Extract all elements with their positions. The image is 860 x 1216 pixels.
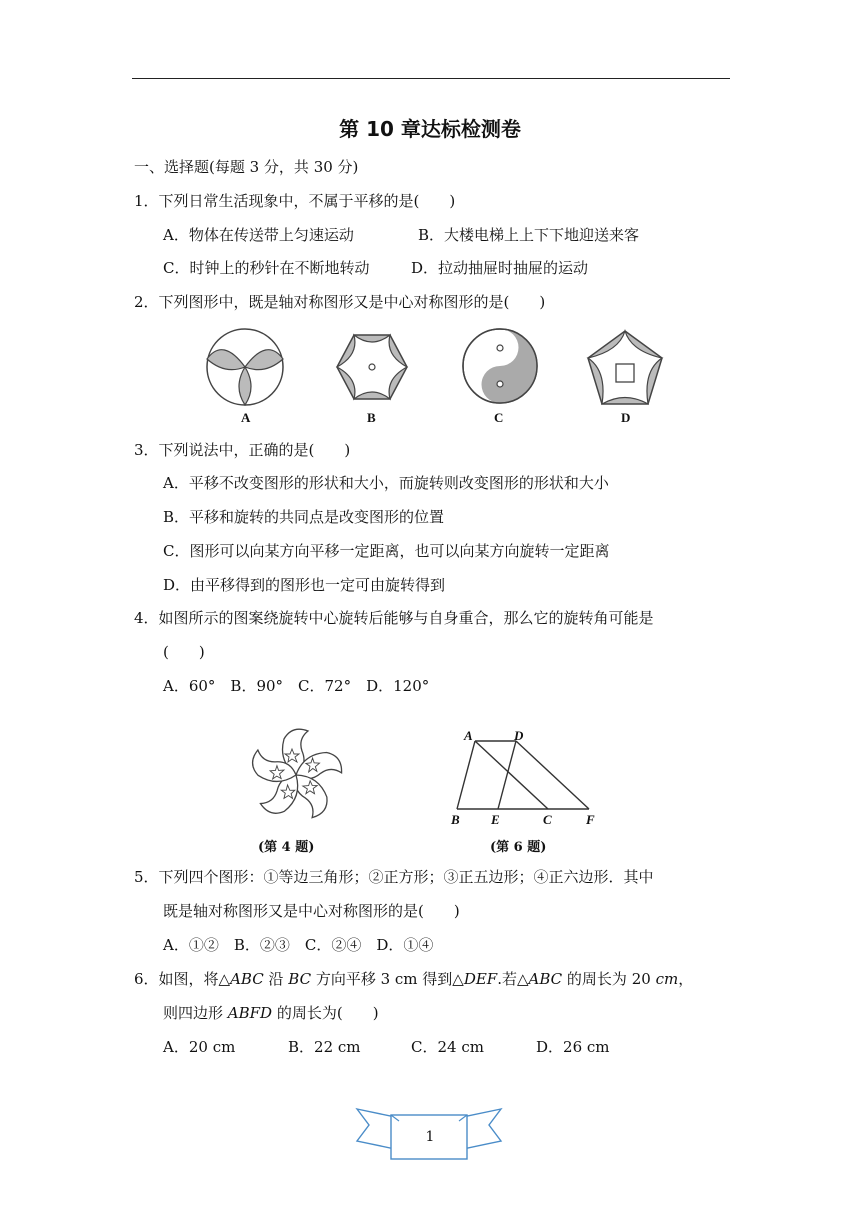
point-e-label: E: [491, 812, 500, 827]
page-number: 1: [425, 1129, 435, 1145]
q6-stem-line2: 则四边形 ABFD 的周长为( ): [163, 1004, 379, 1022]
q2-figure-b: [335, 333, 409, 401]
q6-option-c: C．24 cm: [411, 1038, 484, 1056]
q6-caption: (第 6 题): [490, 840, 547, 855]
header-rule: [132, 78, 730, 79]
q2-figure-a: [203, 325, 287, 409]
q6-option-b: B．22 cm: [288, 1038, 361, 1056]
q3-stem: 3．下列说法中，正确的是( ): [134, 441, 351, 459]
q3-option-a: A．平移不改变图形的形状和大小，而旋转则改变图形的形状和大小: [163, 474, 609, 492]
point-d-label: D: [514, 728, 524, 743]
q1-option-b: B．大楼电梯上上下下地迎送来客: [418, 226, 640, 244]
q3-option-c: C．图形可以向某方向平移一定距离，也可以向某方向旋转一定距离: [163, 542, 610, 560]
q1-option-d: D．拉动抽屉时抽屉的运动: [411, 259, 589, 277]
q4-caption: (第 4 题): [258, 840, 315, 855]
q5-stem: 5．下列四个图形：①等边三角形；②正方形；③正五边形；④正六边形．其中: [134, 868, 654, 886]
q6-figure: [446, 726, 606, 826]
point-a-label: A: [464, 728, 473, 743]
q1-stem: 1．下列日常生活现象中，不属于平移的是( ): [134, 192, 456, 210]
q6-stem: 6．如图，将△ABC 沿 BC 方向平移 3 cm 得到△DEF.若△ABC 的周长为 20 cm，: [134, 970, 694, 988]
point-c-label: C: [543, 812, 552, 827]
q4-stem-bracket: ( ): [163, 643, 205, 661]
q5-options: A．①② B．②③ C．②④ D．①④: [163, 936, 434, 954]
q2-figure-d: [585, 329, 665, 407]
q4-flower-figure: [242, 721, 350, 829]
q2-label-c: C: [494, 410, 504, 425]
point-f-label: F: [586, 812, 595, 827]
q1-option-c: C．时钟上的秒针在不断地转动: [163, 259, 370, 277]
q3-option-d: D．由平移得到的图形也一定可由旋转得到: [163, 576, 446, 594]
q2-label-b: B: [367, 410, 376, 425]
q2-stem: 2．下列图形中，既是轴对称图形又是中心对称图形的是( ): [134, 293, 546, 311]
page-title: 第 10 章达标检测卷: [339, 117, 521, 141]
q3-option-b: B．平移和旋转的共同点是改变图形的位置: [163, 508, 445, 526]
q5-stem-line2: 既是轴对称图形又是中心对称图形的是( ): [163, 902, 460, 920]
q2-label-d: D: [621, 410, 631, 425]
q6-option-d: D．26 cm: [536, 1038, 610, 1056]
q4-options: A．60° B．90° C．72° D．120°: [163, 677, 430, 695]
q1-option-a: A．物体在传送带上匀速运动: [163, 226, 354, 244]
q4-stem: 4．如图所示的图案绕旋转中心旋转后能够与自身重合，那么它的旋转角可能是: [134, 609, 654, 627]
q6-option-a: A．20 cm: [163, 1038, 236, 1056]
point-b-label: B: [451, 812, 460, 827]
q2-label-a: A: [241, 410, 251, 425]
section-heading: 一、选择题(每题 3 分，共 30 分): [134, 158, 359, 176]
q2-figure-c: [461, 327, 539, 405]
